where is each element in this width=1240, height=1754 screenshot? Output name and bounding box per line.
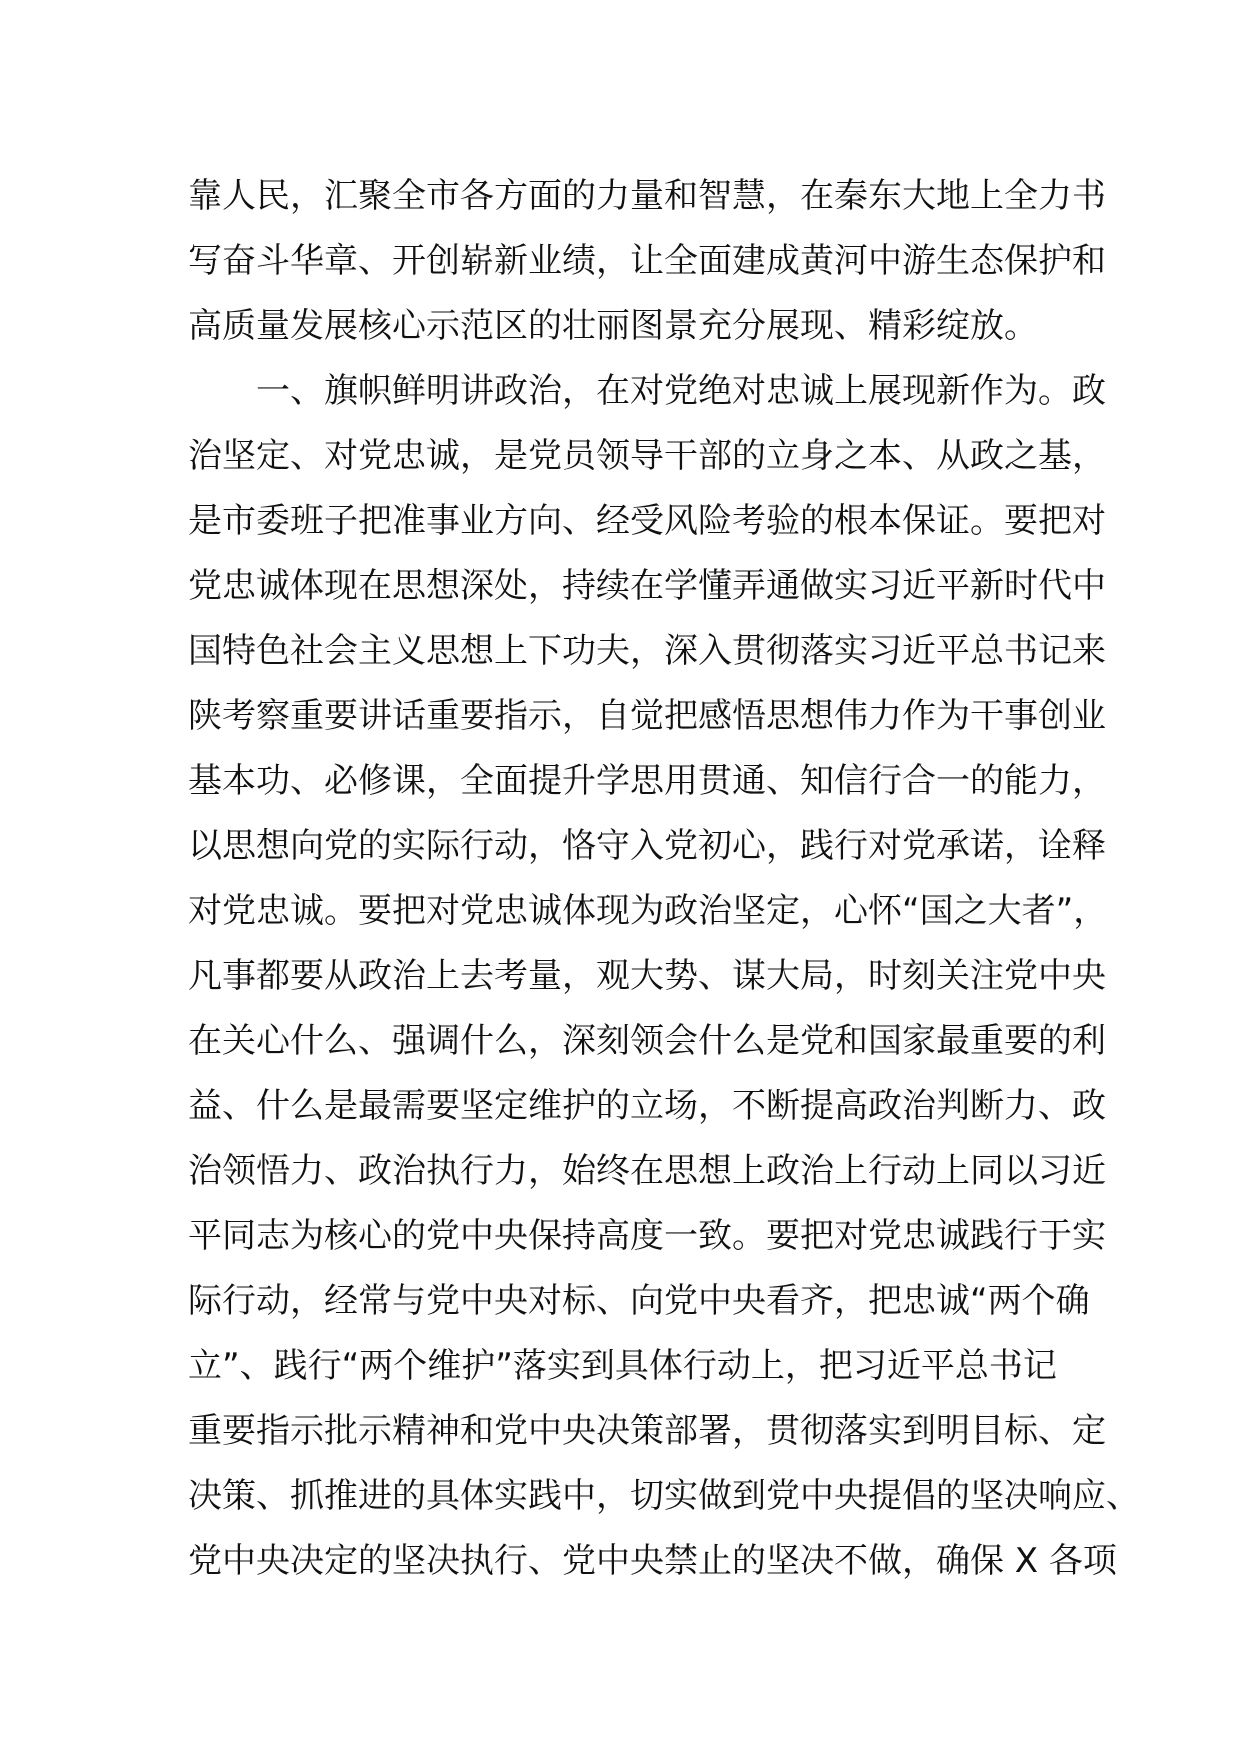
text-line-4: 一、旗帜鲜明讲政治，在对党绝对忠诚上展现新作为。政 [188,371,1106,411]
body-text [188,164,1140,1594]
text-line-21: 决策、抓推进的具体实践中，切实做到党中央提倡的坚决响应、 [188,1476,1140,1516]
text-line-14: 在关心什么、强调什么，深刻领会什么是党和国家最重要的利 [188,1021,1106,1061]
text-line-22: 党中央决定的坚决执行、党中央禁止的坚决不做，确保 X 各项 [188,1541,1117,1581]
text-line-8: 国特色社会主义思想上下功夫，深入贯彻落实习近平总书记来 [188,631,1106,671]
text-line-16: 治领悟力、政治执行力，始终在思想上政治上行动上同以习近 [188,1151,1106,1191]
text-line-12: 对党忠诚。要把对党忠诚体现为政治坚定，心怀“国之大者”， [188,891,1108,931]
text-line-20: 重要指示批示精神和党中央决策部署，贯彻落实到明目标、定 [188,1411,1106,1451]
text-line-1: 靠人民，汇聚全市各方面的力量和智慧，在秦东大地上全力书 [188,176,1106,216]
text-line-7: 党忠诚体现在思想深处，持续在学懂弄通做实习近平新时代中 [188,566,1106,606]
text-line-5: 治坚定、对党忠诚，是党员领导干部的立身之本、从政之基， [188,436,1106,476]
text-line-17: 平同志为核心的党中央保持高度一致。要把对党忠诚践行于实 [188,1216,1106,1256]
text-line-3: 高质量发展核心示范区的壮丽图景充分展现、精彩绽放。 [188,306,1038,346]
text-line-13: 凡事都要从政治上去考量，观大势、谋大局，时刻关注党中央 [188,956,1106,996]
text-line-9: 陕考察重要讲话重要指示，自觉把感悟思想伟力作为干事创业 [188,696,1106,736]
text-line-19: 立”、践行“两个维护”落实到具体行动上，把习近平总书记 [188,1346,1057,1386]
text-line-6: 是市委班子把准事业方向、经受风险考验的根本保证。要把对 [188,501,1106,541]
text-line-11: 以思想向党的实际行动，恪守入党初心，践行对党承诺，诠释 [188,826,1106,866]
text-line-2: 写奋斗华章、开创崭新业绩，让全面建成黄河中游生态保护和 [188,241,1106,281]
text-line-15: 益、什么是最需要坚定维护的立场，不断提高政治判断力、政 [188,1086,1106,1126]
text-line-10: 基本功、必修课，全面提升学思用贯通、知信行合一的能力， [188,761,1106,801]
text-line-18: 际行动，经常与党中央对标、向党中央看齐，把忠诚“两个确 [188,1281,1090,1321]
